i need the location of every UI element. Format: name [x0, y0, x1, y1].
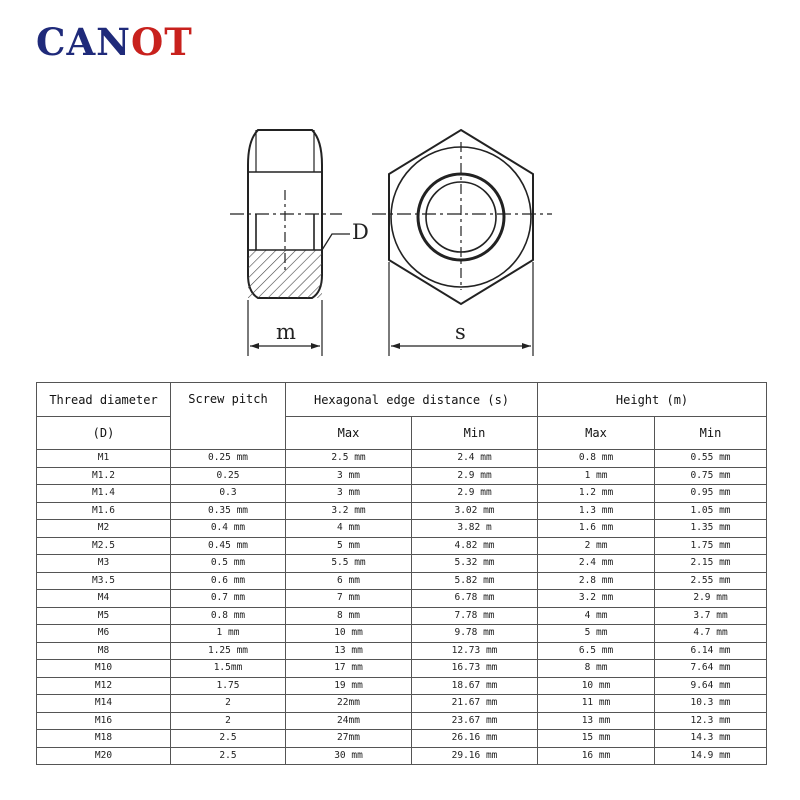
- cell-m-max: 11 mm: [538, 695, 655, 713]
- cell-m-min: 10.3 mm: [655, 695, 767, 713]
- header-thread-symbol: (D): [37, 417, 171, 450]
- cell-pitch: 0.7 mm: [171, 590, 286, 608]
- cell-m-min: 4.7 mm: [655, 625, 767, 643]
- cell-m-min: 1.75 mm: [655, 537, 767, 555]
- cell-s-min: 9.78 mm: [412, 625, 538, 643]
- label-m: m: [276, 320, 296, 344]
- cell-s-max: 10 mm: [286, 625, 412, 643]
- cell-s-max: 6 mm: [286, 572, 412, 590]
- cell-m-min: 14.9 mm: [655, 747, 767, 765]
- brand-logo-part1: CAN: [36, 20, 131, 64]
- cell-s-min: 3.82 m: [412, 520, 538, 538]
- cell-s-min: 18.67 mm: [412, 677, 538, 695]
- cell-pitch: 0.25: [171, 467, 286, 485]
- label-s: s: [455, 320, 466, 344]
- cell-s-min: 2.9 mm: [412, 467, 538, 485]
- table-row: [37, 607, 767, 625]
- cell-thread-size: M6: [37, 625, 171, 643]
- cell-m-min: 0.95 mm: [655, 485, 767, 503]
- cell-m-min: 3.7 mm: [655, 607, 767, 625]
- cell-m-max: 3.2 mm: [538, 590, 655, 608]
- cell-pitch: 0.8 mm: [171, 607, 286, 625]
- cell-pitch: 2.5: [171, 730, 286, 748]
- header-screw-pitch: Screw pitch: [171, 383, 286, 450]
- cell-s-min: 3.02 mm: [412, 502, 538, 520]
- cell-m-max: 1.6 mm: [538, 520, 655, 538]
- cell-s-min: 23.67 mm: [412, 712, 538, 730]
- cell-pitch: 1 mm: [171, 625, 286, 643]
- cell-s-min: 5.32 mm: [412, 555, 538, 573]
- cell-m-min: 1.05 mm: [655, 502, 767, 520]
- cell-m-max: 6.5 mm: [538, 642, 655, 660]
- brand-logo-part2: OT: [130, 20, 193, 64]
- cell-m-min: 9.64 mm: [655, 677, 767, 695]
- cell-m-max: 5 mm: [538, 625, 655, 643]
- cell-m-min: 2.9 mm: [655, 590, 767, 608]
- cell-thread-size: M14: [37, 695, 171, 713]
- cell-thread-size: M3: [37, 555, 171, 573]
- cell-s-max: 30 mm: [286, 747, 412, 765]
- cell-m-min: 0.55 mm: [655, 450, 767, 468]
- header-hex-max: Max: [286, 417, 412, 450]
- cell-s-max: 3 mm: [286, 485, 412, 503]
- table-row: [37, 677, 767, 695]
- cell-thread-size: M12: [37, 677, 171, 695]
- cell-m-min: 2.15 mm: [655, 555, 767, 573]
- table-row: [37, 450, 767, 468]
- header-height: Height (m): [538, 383, 767, 417]
- cell-pitch: 0.45 mm: [171, 537, 286, 555]
- cell-m-min: 6.14 mm: [655, 642, 767, 660]
- cell-pitch: 2: [171, 712, 286, 730]
- cell-thread-size: M5: [37, 607, 171, 625]
- cell-s-max: 3.2 mm: [286, 502, 412, 520]
- cell-thread-size: M1: [37, 450, 171, 468]
- cell-m-max: 4 mm: [538, 607, 655, 625]
- cell-m-min: 2.55 mm: [655, 572, 767, 590]
- cell-thread-size: M8: [37, 642, 171, 660]
- cell-s-max: 13 mm: [286, 642, 412, 660]
- table-row: [37, 660, 767, 678]
- cell-s-max: 17 mm: [286, 660, 412, 678]
- table-row: [37, 642, 767, 660]
- cell-thread-size: M4: [37, 590, 171, 608]
- cell-m-max: 0.8 mm: [538, 450, 655, 468]
- cell-m-min: 7.64 mm: [655, 660, 767, 678]
- cell-s-max: 19 mm: [286, 677, 412, 695]
- cell-s-min: 4.82 mm: [412, 537, 538, 555]
- cell-thread-size: M3.5: [37, 572, 171, 590]
- cell-s-max: 24mm: [286, 712, 412, 730]
- cell-pitch: 2: [171, 695, 286, 713]
- table-row: [37, 520, 767, 538]
- table-row: [37, 590, 767, 608]
- cell-m-max: 1.2 mm: [538, 485, 655, 503]
- table-row: [37, 747, 767, 765]
- cell-s-min: 26.16 mm: [412, 730, 538, 748]
- cell-m-min: 0.75 mm: [655, 467, 767, 485]
- label-d: D: [352, 220, 369, 244]
- cell-thread-size: M1.6: [37, 502, 171, 520]
- cell-thread-size: M16: [37, 712, 171, 730]
- cell-s-min: 12.73 mm: [412, 642, 538, 660]
- cell-m-max: 8 mm: [538, 660, 655, 678]
- cell-pitch: 0.25 mm: [171, 450, 286, 468]
- cell-s-min: 2.9 mm: [412, 485, 538, 503]
- table-row: [37, 712, 767, 730]
- spec-table-body: [37, 450, 767, 765]
- cell-s-min: 7.78 mm: [412, 607, 538, 625]
- cell-s-max: 5 mm: [286, 537, 412, 555]
- header-hex-min: Min: [412, 417, 538, 450]
- table-row: [37, 467, 767, 485]
- cell-s-max: 8 mm: [286, 607, 412, 625]
- cell-s-max: 7 mm: [286, 590, 412, 608]
- cell-m-max: 10 mm: [538, 677, 655, 695]
- cell-pitch: 1.5mm: [171, 660, 286, 678]
- brand-logo: [36, 20, 193, 64]
- cell-m-max: 15 mm: [538, 730, 655, 748]
- cell-s-min: 29.16 mm: [412, 747, 538, 765]
- cell-pitch: 0.35 mm: [171, 502, 286, 520]
- cell-pitch: 1.25 mm: [171, 642, 286, 660]
- cell-thread-size: M1.2: [37, 467, 171, 485]
- cell-pitch: 0.6 mm: [171, 572, 286, 590]
- cell-m-max: 2 mm: [538, 537, 655, 555]
- header-thread-diameter: Thread diameter: [37, 383, 171, 417]
- header-height-max: Max: [538, 417, 655, 450]
- cell-m-max: 2.8 mm: [538, 572, 655, 590]
- cell-pitch: 0.5 mm: [171, 555, 286, 573]
- cell-m-min: 12.3 mm: [655, 712, 767, 730]
- table-row: [37, 555, 767, 573]
- cell-thread-size: M2.5: [37, 537, 171, 555]
- cell-m-min: 14.3 mm: [655, 730, 767, 748]
- cell-pitch: 1.75: [171, 677, 286, 695]
- nut-spec-table: [36, 382, 767, 765]
- cell-s-max: 2.5 mm: [286, 450, 412, 468]
- cell-s-min: 21.67 mm: [412, 695, 538, 713]
- cell-pitch: 0.3: [171, 485, 286, 503]
- cell-s-min: 16.73 mm: [412, 660, 538, 678]
- cell-s-max: 22mm: [286, 695, 412, 713]
- table-row: [37, 502, 767, 520]
- table-row: [37, 537, 767, 555]
- cell-s-max: 5.5 mm: [286, 555, 412, 573]
- cell-thread-size: M10: [37, 660, 171, 678]
- table-row: [37, 695, 767, 713]
- cell-s-min: 5.82 mm: [412, 572, 538, 590]
- cell-s-max: 27mm: [286, 730, 412, 748]
- cell-s-max: 3 mm: [286, 467, 412, 485]
- cell-m-max: 1.3 mm: [538, 502, 655, 520]
- cell-m-max: 1 mm: [538, 467, 655, 485]
- table-row: [37, 625, 767, 643]
- cell-pitch: 2.5: [171, 747, 286, 765]
- cell-s-min: 2.4 mm: [412, 450, 538, 468]
- cell-thread-size: M2: [37, 520, 171, 538]
- header-height-min: Min: [655, 417, 767, 450]
- table-row: [37, 485, 767, 503]
- header-hex-distance: Hexagonal edge distance (s): [286, 383, 538, 417]
- cell-pitch: 0.4 mm: [171, 520, 286, 538]
- cell-m-max: 13 mm: [538, 712, 655, 730]
- cell-m-max: 16 mm: [538, 747, 655, 765]
- cell-s-max: 4 mm: [286, 520, 412, 538]
- cell-m-max: 2.4 mm: [538, 555, 655, 573]
- cell-thread-size: M18: [37, 730, 171, 748]
- table-row: [37, 730, 767, 748]
- hex-nut-drawing: [0, 110, 800, 370]
- cell-m-min: 1.35 mm: [655, 520, 767, 538]
- cell-s-min: 6.78 mm: [412, 590, 538, 608]
- table-row: [37, 572, 767, 590]
- cell-thread-size: M20: [37, 747, 171, 765]
- cell-thread-size: M1.4: [37, 485, 171, 503]
